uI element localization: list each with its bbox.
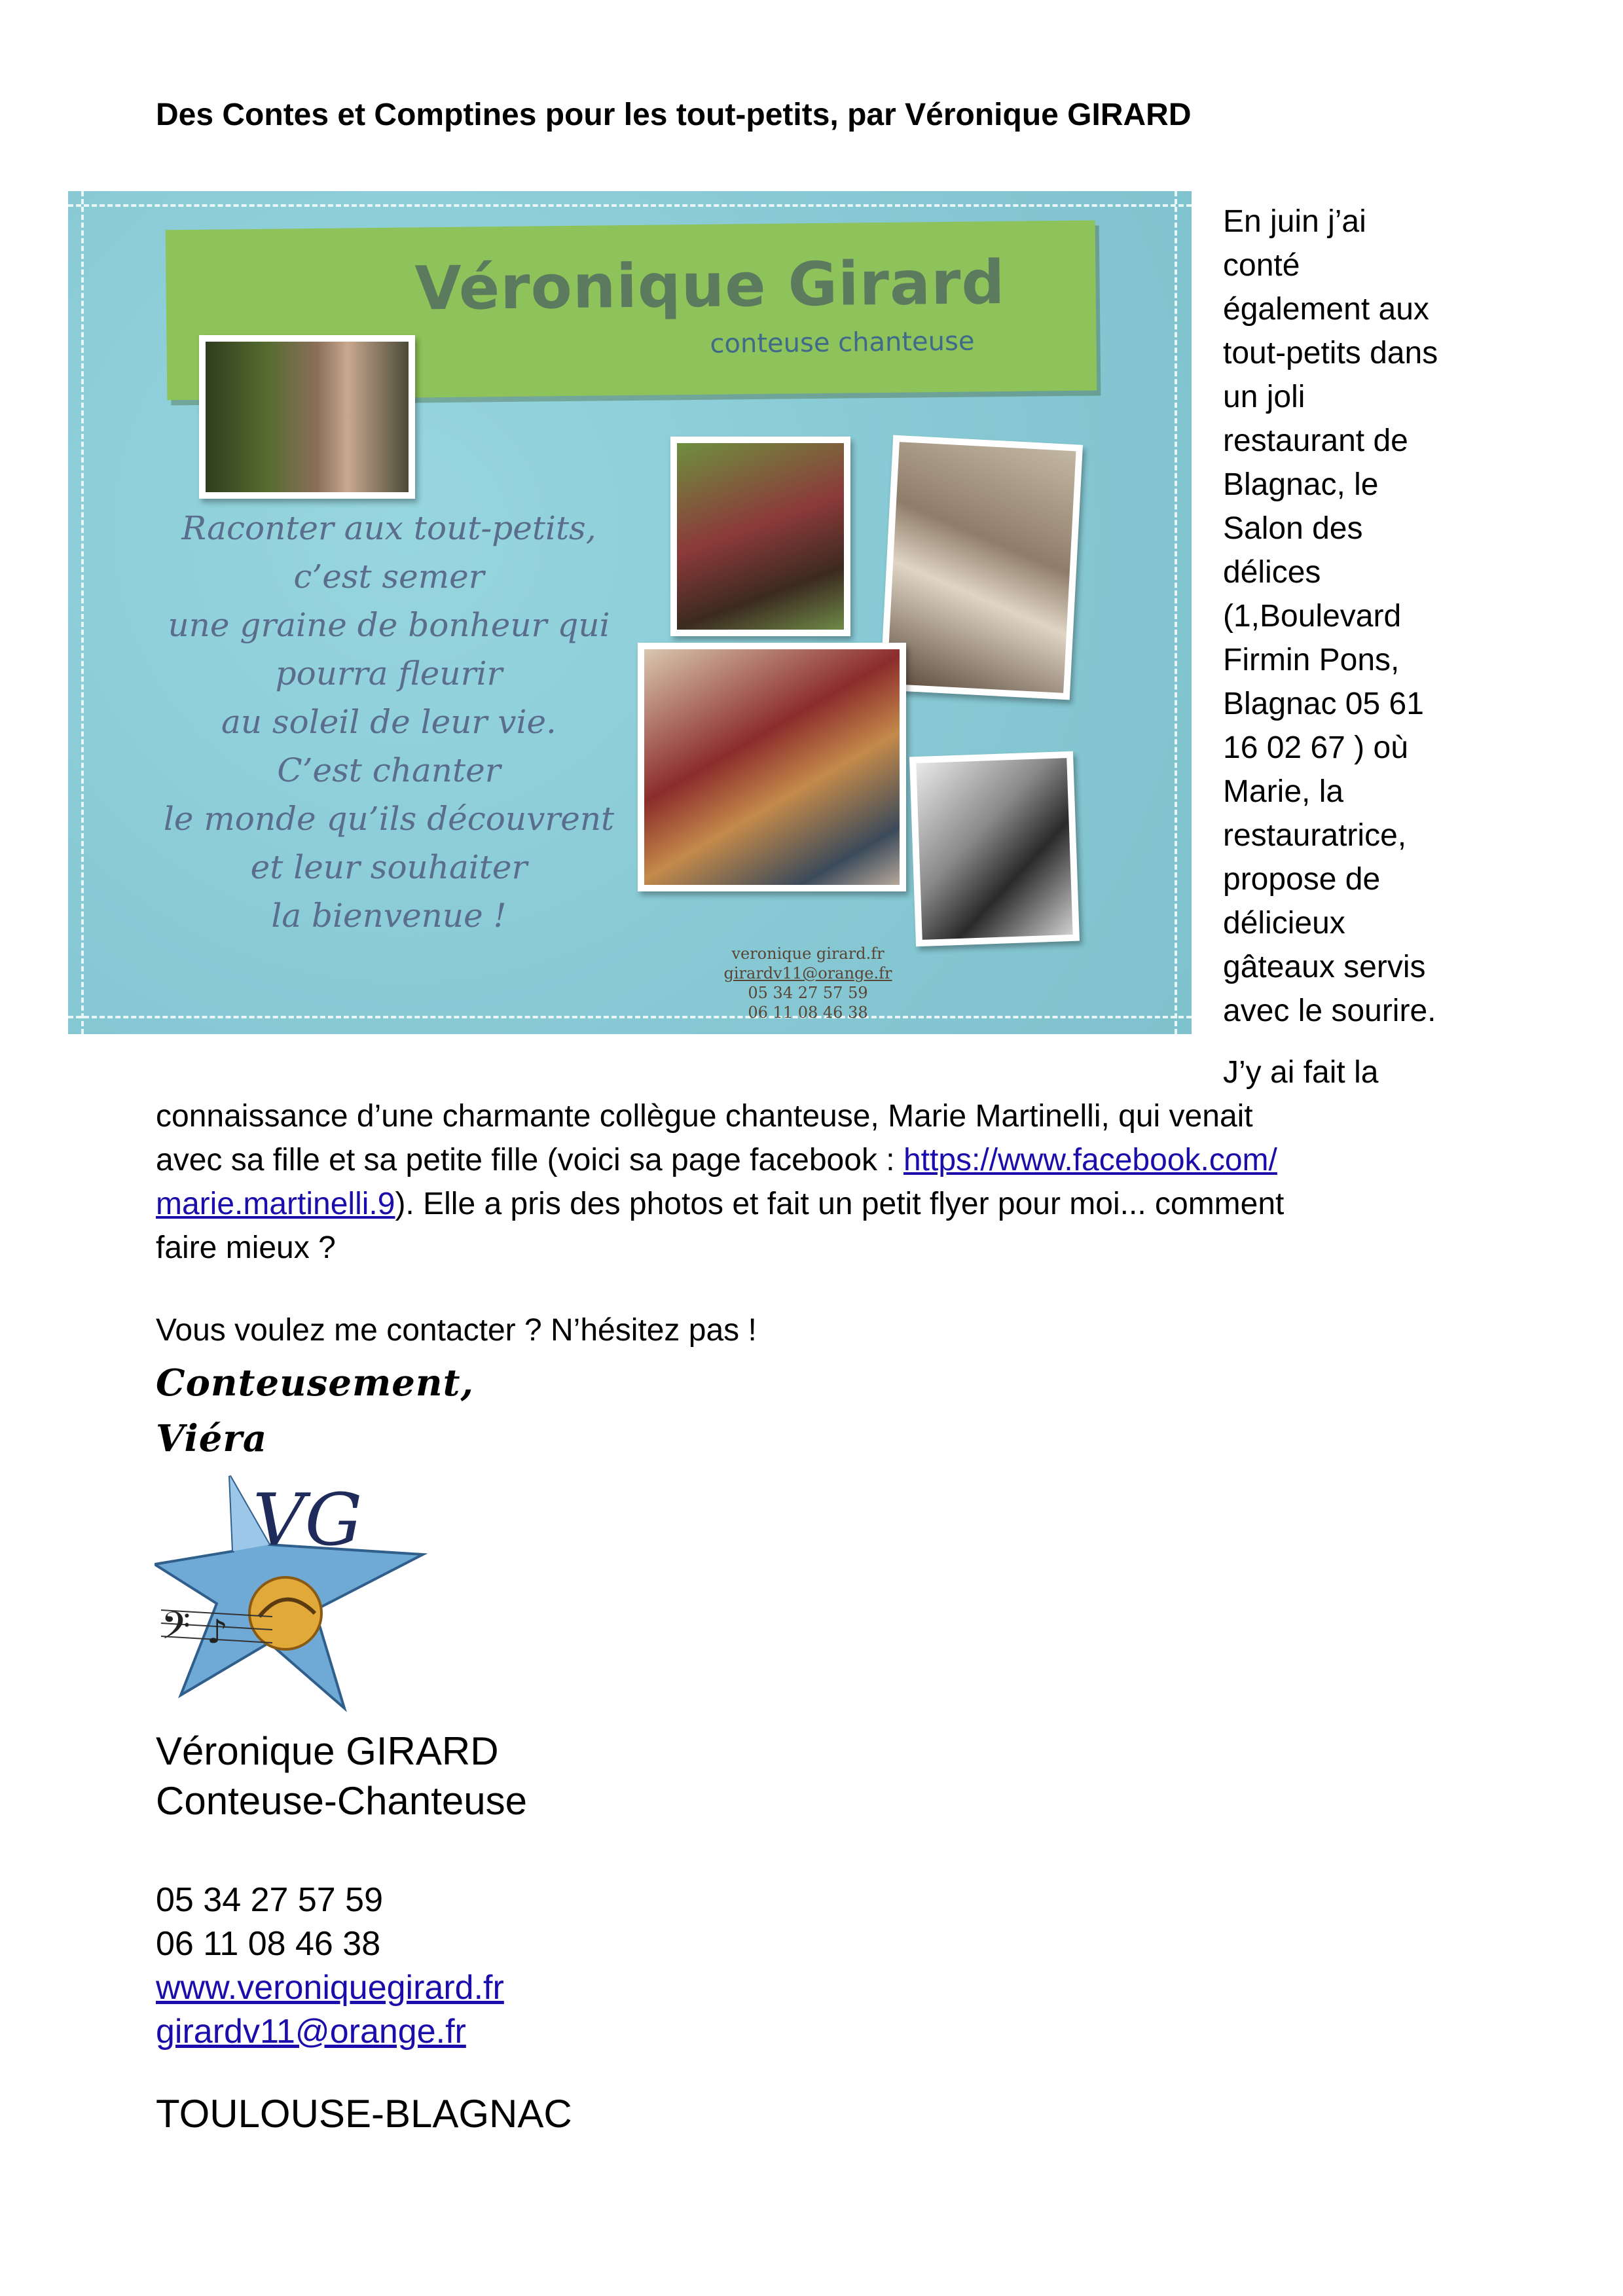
flyer-contact xyxy=(625,944,991,1022)
website-link[interactable]: www.veroniquegirard.fr xyxy=(156,1969,504,2007)
text-line: En juin j’ai xyxy=(1223,204,1366,239)
text-line: Marie, la xyxy=(1223,774,1344,809)
text-line xyxy=(156,1182,1485,1226)
text-line: propose de xyxy=(1223,862,1381,897)
side-paragraph xyxy=(1223,200,1498,1033)
poem-line: le monde qu’ils découvrent xyxy=(163,800,615,838)
svg-text:𝄢: 𝄢 xyxy=(161,1604,191,1657)
text-line: Salon des xyxy=(1223,511,1363,546)
text-line: délicieux xyxy=(1223,906,1345,941)
text-line: Firmin Pons, xyxy=(1223,643,1400,677)
contact-name-block xyxy=(156,1727,527,1826)
continuation-paragraph xyxy=(156,1050,1485,1270)
poem-line: une graine de bonheur qui xyxy=(168,606,610,644)
poem-line: la bienvenue ! xyxy=(271,897,507,935)
vg-star-logo xyxy=(155,1466,429,1715)
text-line: délices xyxy=(1223,555,1321,590)
phone-number: 06 11 08 46 38 xyxy=(156,1925,381,1963)
signature-name: Viéra xyxy=(156,1417,268,1460)
text-line: Blagnac 05 61 xyxy=(1223,687,1424,721)
text-line: tout-petits dans xyxy=(1223,336,1438,370)
text-segment: ). Elle a pris des photos et fait un petit flyer pour moi... comment xyxy=(395,1187,1285,1221)
flyer-poem xyxy=(120,504,657,940)
text-line: 16 02 67 ) où xyxy=(1223,730,1408,765)
text-segment: avec sa fille et sa petite fille (voici sa page facebook : xyxy=(156,1143,903,1177)
guitar-photo xyxy=(638,643,906,891)
poem-line: Raconter aux tout-petits, xyxy=(181,509,596,547)
text-line: J’y ai fait la xyxy=(1223,1055,1379,1090)
text-line: connaissance d’une charmante collègue chanteuse, Marie Martinelli, qui venait xyxy=(156,1099,1253,1134)
poem-line: et leur souhaiter xyxy=(250,848,528,886)
facebook-link-part2[interactable]: marie.martinelli.9 xyxy=(156,1187,395,1221)
poem-line: pourra fleurir xyxy=(275,655,503,692)
poem-line: c’est semer xyxy=(293,558,484,596)
text-line xyxy=(156,1138,1485,1182)
svg-text:♪: ♪ xyxy=(207,1613,228,1651)
flyer-email: girardv11@orange.fr xyxy=(723,964,892,982)
flyer-phone: 06 11 08 46 38 xyxy=(748,1003,868,1022)
reading-photo xyxy=(670,437,850,636)
phone-number: 05 34 27 57 59 xyxy=(156,1881,383,1919)
flyer-phone: 05 34 27 57 59 xyxy=(748,984,868,1002)
poem-line: C’est chanter xyxy=(277,751,501,789)
logo-letters: VG xyxy=(253,1478,363,1562)
text-line: restaurant de xyxy=(1223,423,1408,458)
text-line: conté xyxy=(1223,248,1300,283)
text-line: Blagnac, le xyxy=(1223,467,1379,502)
poem-line: au soleil de leur vie. xyxy=(221,703,556,741)
portrait-photo xyxy=(199,335,415,499)
children-photo xyxy=(880,435,1083,700)
text-line: également aux xyxy=(1223,292,1429,327)
flyer-subtitle: conteuse chanteuse xyxy=(710,326,975,359)
star-logo-graphic xyxy=(155,1466,429,1715)
email-link[interactable]: girardv11@orange.fr xyxy=(156,2013,466,2051)
text-line: gâteaux servis xyxy=(1223,950,1426,984)
facebook-link-part1[interactable]: https://www.facebook.com/ xyxy=(903,1143,1277,1177)
text-line: restauratrice, xyxy=(1223,818,1407,853)
text-line: faire mieux ? xyxy=(156,1230,336,1265)
contact-name: Véronique GIRARD xyxy=(156,1729,499,1773)
page-title: Des Contes et Comptines pour les tout-petits, par Véronique GIRARD xyxy=(156,98,1192,132)
city-label: TOULOUSE-BLAGNAC xyxy=(156,2092,572,2136)
hand-photo xyxy=(909,751,1080,947)
flyer-name: Véronique Girard xyxy=(414,247,1006,324)
text-line: (1,Boulevard xyxy=(1223,599,1402,634)
contact-details xyxy=(156,1878,504,2054)
text-line: un joli xyxy=(1223,380,1305,414)
text-line: avec le sourire. xyxy=(1223,994,1436,1028)
signature-line: Conteusement, xyxy=(156,1361,474,1405)
contact-role: Conteuse-Chanteuse xyxy=(156,1779,528,1823)
flyer-website: veronique girard.fr xyxy=(731,944,884,963)
flyer-image xyxy=(68,191,1192,1034)
contact-question: Vous voulez me contacter ? N’hésitez pas ! xyxy=(156,1313,757,1348)
